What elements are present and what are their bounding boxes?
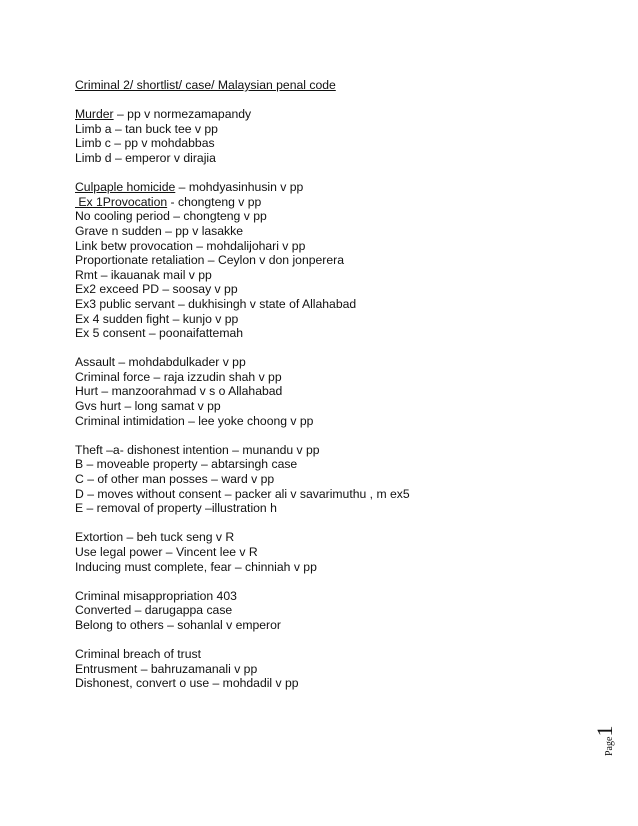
murder-line: Limb d – emperor v dirajia (75, 150, 216, 165)
culpable-line: Grave n sudden – pp v lasakke (75, 223, 244, 238)
spacer (75, 574, 575, 589)
extortion-line: Extortion – beh tuck seng v R (75, 530, 235, 545)
spacer (75, 166, 575, 181)
section-extortion (75, 530, 575, 574)
breach-line: Dishonest, convert o use – mohdadil v pp (75, 676, 299, 691)
murder-line: Limb c – pp v mohdabbas (75, 136, 215, 151)
spacer (75, 633, 575, 648)
assault-line: Hurt – manzoorahmad v s o Allahabad (75, 384, 283, 399)
provocation-case: - chongteng v pp (167, 194, 262, 209)
misappropriation-line: Criminal misappropriation 403 (75, 588, 237, 603)
spacer (75, 341, 575, 356)
assault-line: Gvs hurt – long samat v pp (75, 399, 221, 414)
spacer (75, 428, 575, 443)
page-number: 1 (592, 725, 617, 737)
culpable-line: Rmt – ikauanak mail v pp (75, 267, 212, 282)
culpable-heading-case: – mohdyasinhusin v pp (175, 180, 304, 195)
assault-line: Criminal force – raja izzudin shah v pp (75, 369, 282, 384)
theft-line: C – of other man posses – ward v pp (75, 472, 275, 487)
culpable-heading-line (75, 180, 575, 195)
theft-line: E – removal of property –illustration h (75, 501, 277, 516)
section-misappropriation (75, 589, 575, 633)
document-title: Criminal 2/ shortlist/ case/ Malaysian penal code (75, 78, 336, 92)
misappropriation-line: Belong to others – sohanlal v emperor (75, 617, 281, 632)
spacer (75, 93, 575, 108)
culpable-line: Ex 5 consent – poonaifattemah (75, 326, 244, 341)
document-body (75, 78, 575, 691)
murder-heading-line (75, 107, 575, 122)
page-number-footer (588, 700, 618, 760)
culpable-heading: Culpaple homicide (75, 180, 176, 195)
murder-heading: Murder (75, 107, 114, 122)
section-theft (75, 443, 575, 516)
culpable-line: Ex2 exceed PD – soosay v pp (75, 282, 238, 297)
extortion-line: Use legal power – Vincent lee v R (75, 545, 258, 559)
section-assault (75, 355, 575, 428)
culpable-line: Link betw provocation – mohdalijohari v pp (75, 238, 306, 253)
section-culpable-homicide (75, 180, 575, 341)
culpable-line: Proportionate retaliation – Ceylon v don jonperera (75, 253, 344, 268)
culpable-line: Ex3 public servant – dukhisingh v state of Allahabad (75, 296, 357, 311)
misappropriation-line: Converted – darugappa case (75, 603, 233, 618)
page-number-rotated (592, 726, 618, 756)
murder-heading-case: – pp v normezamapandy (113, 107, 252, 122)
provocation-line (75, 195, 575, 210)
breach-line: Criminal breach of trust (75, 647, 201, 662)
theft-line: D – moves without consent – packer ali v savarimuthu , m ex5 (75, 486, 410, 501)
provocation-heading: Ex 1Provocation (75, 194, 168, 209)
assault-line: Criminal intimidation – lee yoke choong v pp (75, 413, 314, 428)
assault-line: Assault – mohdabdulkader v pp (75, 355, 246, 370)
theft-line: Theft –a- dishonest intention – munandu v pp (75, 442, 320, 457)
theft-line: B – moveable property – abtarsingh case (75, 457, 298, 472)
page-label: Page (604, 736, 615, 756)
murder-line: Limb a – tan buck tee v pp (75, 121, 218, 136)
section-breach-of-trust (75, 647, 575, 691)
extortion-line: Inducing must complete, fear – chinniah v pp (75, 559, 317, 574)
section-murder (75, 107, 575, 165)
spacer (75, 516, 575, 531)
culpable-line: Ex 4 sudden fight – kunjo v pp (75, 311, 239, 326)
culpable-line: No cooling period – chongteng v pp (75, 209, 267, 224)
breach-line: Entrusment – bahruzamanali v pp (75, 661, 258, 676)
